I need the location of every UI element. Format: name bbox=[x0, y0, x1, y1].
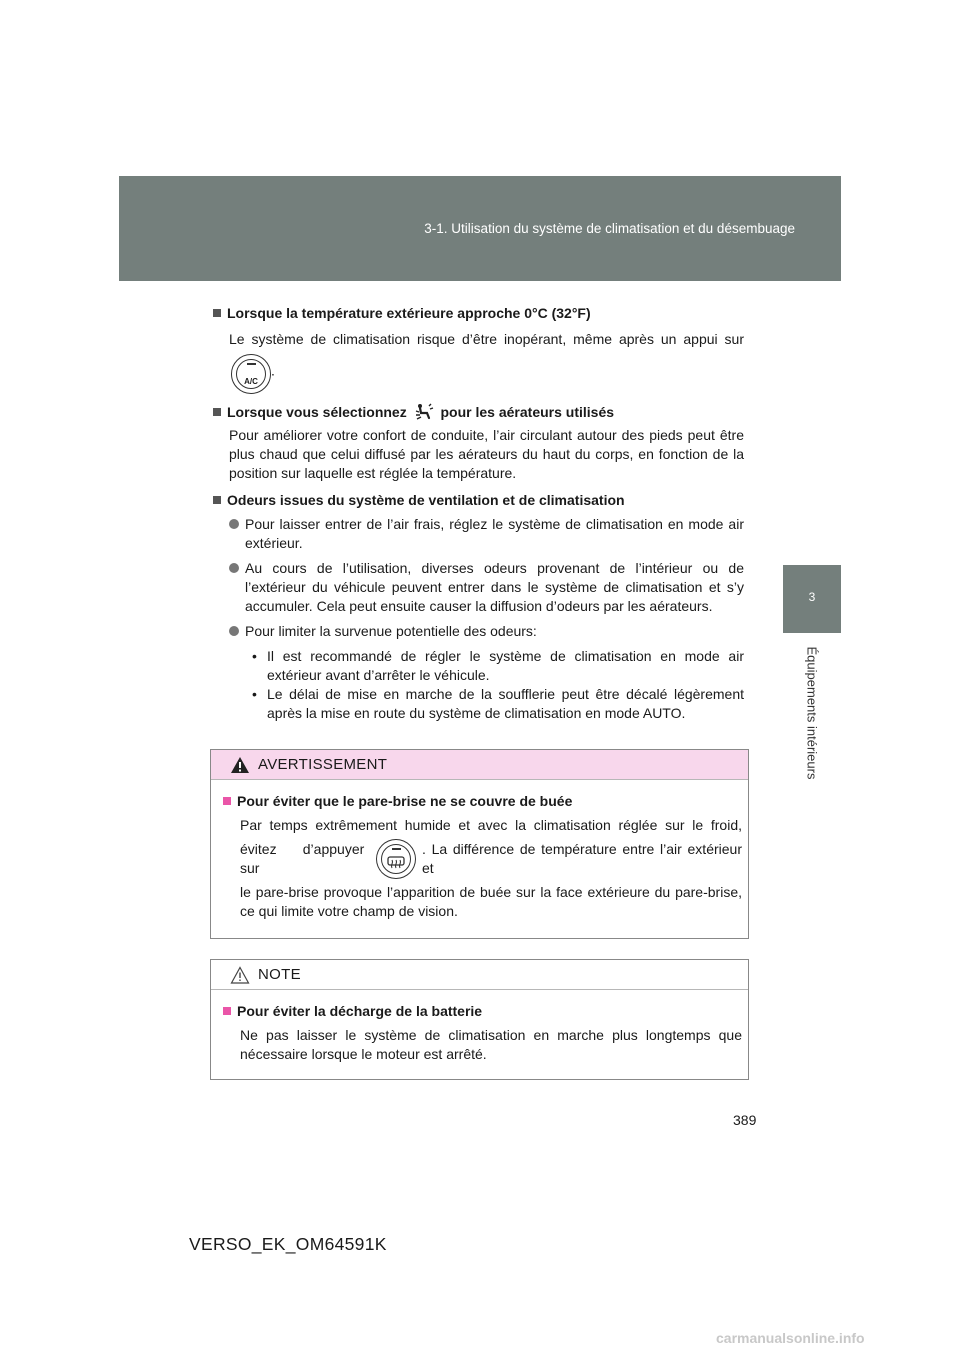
warning-box bbox=[210, 749, 749, 939]
sub-list-item: • Il est recommandé de régler le système de climatisation en mode air extérieur avant d’arrêter le véhicule. bbox=[252, 648, 744, 683]
caution-triangle-icon bbox=[230, 966, 250, 984]
warning-body bbox=[211, 780, 748, 921]
section-heading: Lorsque vous sélectionnez pour les aérateurs utilisés bbox=[212, 403, 744, 422]
section-paragraph: Pour améliorer votre confort de conduite, l’air circulant autour des pieds peut être plus chaud que celui diffusé par les aérateurs du haut du corps, en fonction de la position sur laquelle est réglée la température. bbox=[229, 427, 744, 481]
square-bullet-icon bbox=[213, 309, 221, 317]
warning-title: Pour éviter que le pare-brise ne se couvre de buée bbox=[222, 792, 742, 811]
sub-list-item: • Le délai de mise en marche de la soufflerie peut être décalé légèrement après la mise en route du système de climatisation en mode AUTO. bbox=[252, 686, 744, 721]
note-title: Pour éviter la décharge de la batterie bbox=[222, 1002, 742, 1021]
section-heading: Lorsque la température extérieure approche 0°C (32°F) bbox=[212, 304, 744, 323]
note-box bbox=[210, 959, 749, 1080]
rear-defogger-button-icon bbox=[376, 839, 416, 879]
list-item: Pour laisser entrer de l’air frais, réglez le système de climatisation en mode air extérieur. bbox=[229, 515, 744, 553]
warning-text: le pare-brise provoque l’apparition de buée sur la face extérieure du pare-brise, ce qui limite votre champ de vision. bbox=[240, 884, 742, 919]
warning-text: évitez d’appuyer sur . La différence de température entre l’air extérieur et bbox=[240, 839, 742, 879]
square-bullet-icon bbox=[213, 408, 221, 416]
round-bullet-icon bbox=[229, 563, 239, 573]
round-bullet-icon bbox=[229, 626, 239, 636]
square-bullet-icon bbox=[223, 1007, 231, 1015]
section-heading: Odeurs issues du système de ventilation et de climatisation bbox=[212, 491, 744, 510]
list-item: Au cours de l’utilisation, diverses odeurs provenant de l’intérieur ou de l’extérieur du véhicule peuvent entrer dans le système de climatisation et s’y accumuler. Cela peut ensuite causer la diffusion d’odeurs par les aérateurs. bbox=[229, 559, 744, 616]
foot-vent-icon bbox=[414, 403, 434, 421]
list-item: Pour limiter la survenue potentielle des odeurs: bbox=[229, 622, 744, 641]
square-bullet-icon bbox=[223, 797, 231, 805]
warning-header: AVERTISSEMENT bbox=[211, 750, 748, 780]
chapter-side-label: Équipements intérieurs bbox=[804, 646, 820, 780]
document-code: VERSO_EK_OM64591K bbox=[189, 1234, 387, 1254]
chapter-title: 3-1. Utilisation du système de climatisation et du désembuage bbox=[424, 221, 795, 236]
ac-button-icon: A/C bbox=[231, 354, 271, 394]
main-content bbox=[212, 304, 744, 723]
warning-text: Par temps extrêmement humide et avec la climatisation réglée sur le froid, bbox=[240, 817, 742, 833]
square-bullet-icon bbox=[213, 496, 221, 504]
warning-triangle-icon bbox=[230, 756, 250, 774]
chapter-tab-number: 3 bbox=[808, 590, 816, 604]
chapter-tab bbox=[783, 565, 841, 633]
watermark: carmanualsonline.info bbox=[716, 1330, 865, 1346]
round-bullet-icon bbox=[229, 519, 239, 529]
header-band bbox=[119, 176, 841, 281]
page-number: 389 bbox=[733, 1112, 757, 1128]
note-body bbox=[211, 990, 748, 1064]
section-paragraph: Le système de climatisation risque d’être inopérant, même après un appui sur A/C . bbox=[229, 329, 744, 394]
note-header: NOTE bbox=[211, 960, 748, 990]
note-text: Ne pas laisser le système de climatisation en marche plus longtemps que nécessaire lorsque le moteur est arrêté. bbox=[240, 1027, 742, 1062]
